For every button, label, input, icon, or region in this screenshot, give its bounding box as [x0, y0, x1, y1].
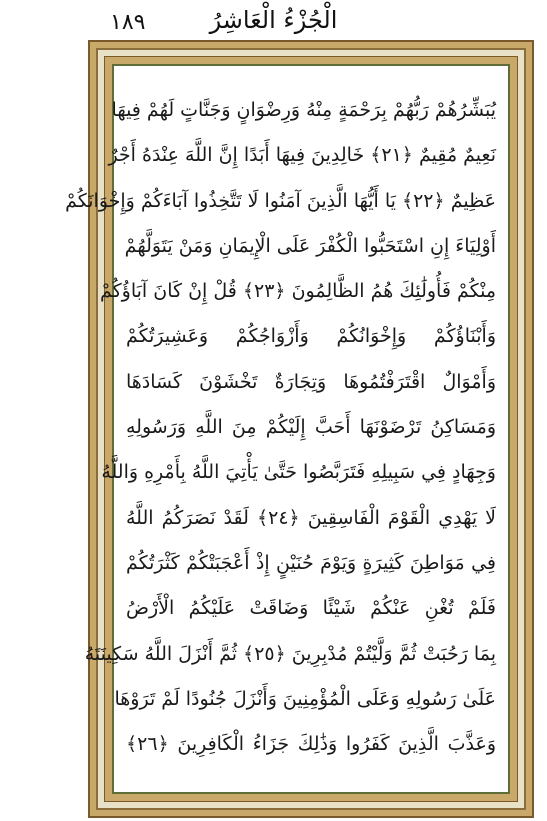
juz-title: الْجُزْءُ الْعَاشِرُ	[209, 6, 338, 34]
text-line-1: يُبَشِّرُهُمْ رَبُّهُمْ بِرَحْمَةٍ مِنْهُ وَرِضْوَانٍ وَجَنَّاتٍ لَهُمْ فِيهَا	[111, 99, 496, 121]
text-line-5: مِنْكُمْ فَأُولَٰئِكَ هُمُ الظَّالِمُونَ ﴿٢٣﴾ قُلْ إِنْ كَانَ آبَاؤُكُمْ	[99, 280, 496, 303]
text-panel	[65, 64, 510, 794]
text-line-13: بِمَا رَحُبَتْ ثُمَّ وَلَّيْتُمْ مُدْبِرِينَ ﴿٢٥﴾ ثُمَّ أَنْزَلَ اللَّهُ سَكِينَتَهُ	[84, 642, 496, 665]
text-line-9: وَجِهَادٍ فِي سَبِيلِهِ فَتَرَبَّصُوا حَتَّىٰ يَأْتِيَ اللَّهُ بِأَمْرِهِ وَاللَّهُ	[101, 461, 496, 484]
text-line-3: عَظِيمٌ ﴿٢٢﴾ يَا أَيُّهَا الَّذِينَ آمَنُوا لَا تَتَّخِذُوا آبَاءَكُمْ وَإِخْوَانَكُمْ	[65, 189, 496, 212]
text-line-7: وَأَمْوَالٌ اقْتَرَفْتُمُوهَا وَتِجَارَةٌ تَخْشَوْنَ كَسَادَهَا	[126, 370, 496, 393]
page-number: ١٨٩	[110, 10, 146, 35]
text-line-12: فَلَمْ تُغْنِ عَنْكُمْ شَيْئًا وَضَاقَتْ عَلَيْكُمُ الْأَرْضُ	[126, 597, 496, 620]
text-line-15: وَعَذَّبَ الَّذِينَ كَفَرُوا وَذَٰلِكَ جَزَاءُ الْكَافِرِينَ ﴿٢٦﴾	[126, 733, 496, 756]
text-line-14: عَلَىٰ رَسُولِهِ وَعَلَى الْمُؤْمِنِينَ وَأَنْزَلَ جُنُودًا لَمْ تَرَوْهَا	[114, 687, 496, 710]
verse-lines	[65, 88, 508, 767]
text-line-10: لَا يَهْدِي الْقَوْمَ الْفَاسِقِينَ ﴿٢٤﴾ لَقَدْ نَصَرَكُمُ اللَّهُ	[126, 506, 496, 529]
text-line-4: أَوْلِيَاءَ إِنِ اسْتَحَبُّوا الْكُفْرَ عَلَى الْإِيمَانِ وَمَنْ يَتَوَلَّهُمْ	[124, 234, 496, 257]
text-line-8: وَمَسَاكِنُ تَرْضَوْنَهَا أَحَبَّ إِلَيْكُمْ مِنَ اللَّهِ وَرَسُولِهِ	[126, 416, 496, 439]
text-line-11: فِي مَوَاطِنَ كَثِيرَةٍ وَيَوْمَ حُنَيْنٍ إِذْ أَعْجَبَتْكُمْ كَثْرَتُكُمْ	[126, 551, 496, 574]
text-line-2: نَعِيمٌ مُقِيمٌ ﴿٢١﴾ خَالِدِينَ فِيهَا أَبَدًا إِنَّ اللَّهَ عِنْدَهُ أَجْرٌ	[108, 144, 496, 167]
text-line-6: وَأَبْنَاؤُكُمْ وَإِخْوَانُكُمْ وَأَزْوَاجُكُمْ وَعَشِيرَتُكُمْ	[126, 325, 496, 348]
page-header	[0, 0, 547, 40]
